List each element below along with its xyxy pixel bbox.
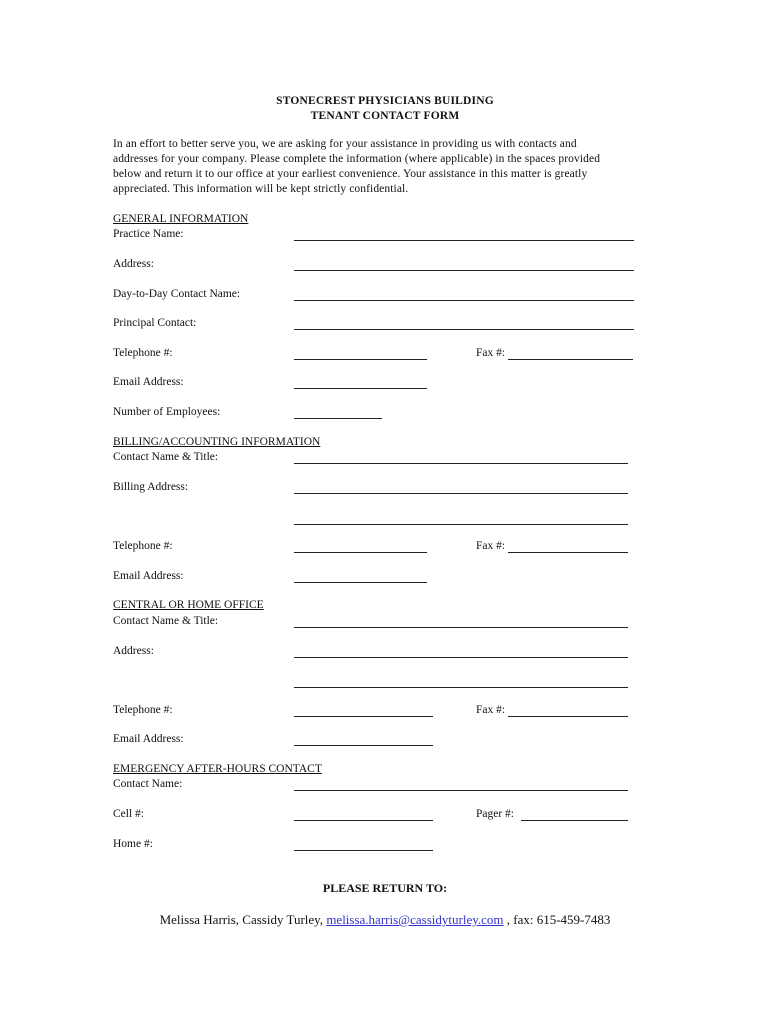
cell-label: Cell #: — [113, 808, 144, 820]
email-field[interactable] — [294, 388, 427, 389]
central-telephone-field[interactable] — [294, 716, 433, 717]
intro-line: addresses for your company. Please complete the information (where applicable) in the spaces provided — [113, 153, 601, 165]
billing-address-field[interactable] — [294, 493, 628, 494]
day-contact-field[interactable] — [294, 300, 634, 301]
fax-label: Fax #: — [476, 347, 506, 359]
billing-telephone-label: Telephone #: — [113, 540, 173, 552]
address-field[interactable] — [294, 270, 634, 271]
principal-contact-field[interactable] — [294, 329, 634, 330]
return-contact-line — [0, 912, 770, 928]
central-fax-label: Fax #: — [476, 704, 506, 716]
billing-address-label: Billing Address: — [113, 481, 189, 493]
billing-email-field[interactable] — [294, 582, 427, 583]
practice-name-field[interactable] — [294, 240, 634, 241]
billing-fax-field[interactable] — [508, 552, 628, 553]
return-title: PLEASE RETURN TO: — [322, 881, 448, 895]
billing-contact-label: Contact Name & Title: — [113, 451, 219, 463]
intro-line: In an effort to better serve you, we are asking for your assistance in providing us with contacts and — [113, 138, 577, 150]
billing-address-field-2[interactable] — [294, 524, 628, 525]
central-email-label: Email Address: — [113, 733, 184, 745]
central-address-field-2[interactable] — [294, 687, 628, 688]
billing-heading: BILLING/ACCOUNTING INFORMATION — [113, 436, 321, 448]
billing-telephone-field[interactable] — [294, 552, 427, 553]
cell-field[interactable] — [294, 820, 433, 821]
central-fax-field[interactable] — [508, 716, 628, 717]
central-telephone-label: Telephone #: — [113, 704, 173, 716]
return-fax: , fax: 615-459-7483 — [506, 912, 611, 927]
day-contact-label: Day-to-Day Contact Name: — [113, 288, 241, 300]
pager-field[interactable] — [521, 820, 628, 821]
pager-label: Pager #: — [476, 808, 515, 820]
emergency-contact-label: Contact Name: — [113, 778, 183, 790]
emergency-heading: EMERGENCY AFTER-HOURS CONTACT — [113, 763, 322, 775]
home-label: Home #: — [113, 838, 153, 850]
billing-email-label: Email Address: — [113, 570, 184, 582]
central-contact-label: Contact Name & Title: — [113, 615, 219, 627]
billing-contact-field[interactable] — [294, 463, 628, 464]
central-address-label: Address: — [113, 645, 154, 657]
form-title: TENANT CONTACT FORM — [310, 110, 460, 122]
building-title: STONECREST PHYSICIANS BUILDING — [276, 95, 494, 107]
central-email-field[interactable] — [294, 745, 433, 746]
general-heading: GENERAL INFORMATION — [113, 213, 249, 225]
telephone-label: Telephone #: — [113, 347, 173, 359]
central-heading: CENTRAL OR HOME OFFICE — [113, 599, 264, 611]
central-address-field[interactable] — [294, 657, 628, 658]
principal-contact-label: Principal Contact: — [113, 317, 197, 329]
practice-name-label: Practice Name: — [113, 228, 184, 240]
return-email-link[interactable]: melissa.harris@cassidyturley.com — [326, 912, 504, 927]
intro-paragraph — [113, 137, 658, 197]
emergency-contact-field[interactable] — [294, 790, 628, 791]
fax-field[interactable] — [508, 359, 633, 360]
billing-fax-label: Fax #: — [476, 540, 506, 552]
employees-field[interactable] — [294, 418, 382, 419]
intro-line: appreciated. This information will be kept strictly confidential. — [113, 183, 409, 195]
telephone-field[interactable] — [294, 359, 427, 360]
intro-line: below and return it to our office at your earliest convenience. Your assistance in this matter is greatly — [113, 168, 588, 180]
email-label: Email Address: — [113, 376, 184, 388]
employees-label: Number of Employees: — [113, 406, 221, 418]
central-contact-field[interactable] — [294, 627, 628, 628]
return-name: Melissa Harris, Cassidy Turley, — [159, 912, 324, 927]
address-label: Address: — [113, 258, 154, 270]
home-field[interactable] — [294, 850, 433, 851]
